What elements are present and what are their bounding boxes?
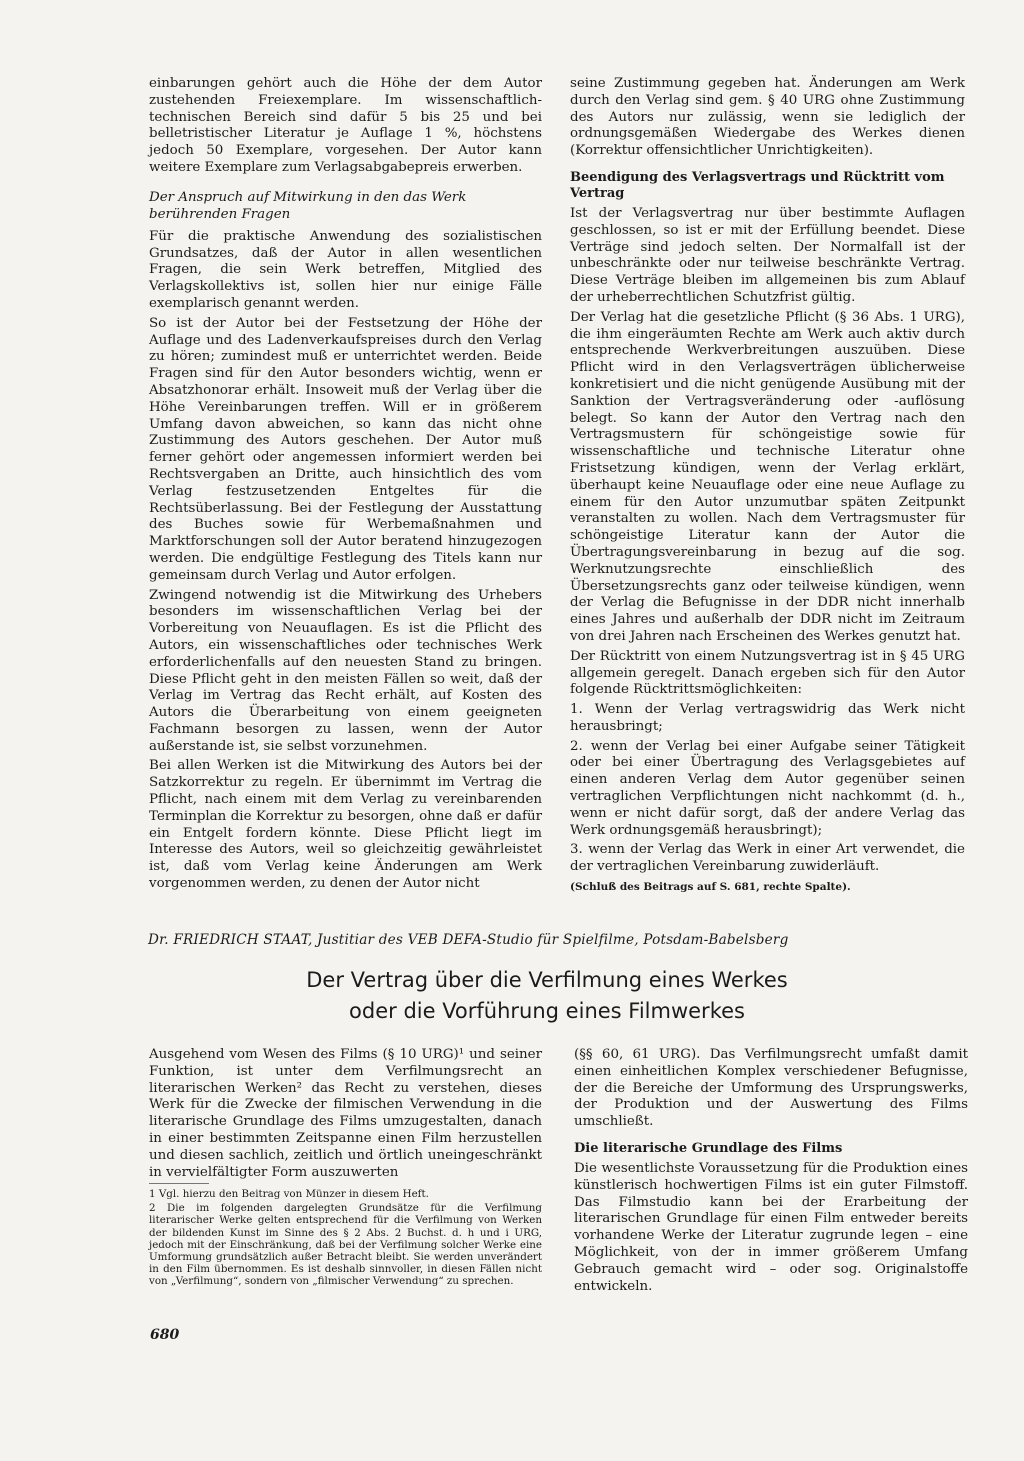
article-right-column [574,1047,968,1298]
article-left-column [149,1047,542,1184]
list-item: 2. wenn der Verlag bei einer Aufgabe seiner Tätigkeit oder bei einer Übertragung des Verlagsgebietes auf einen anderen Verlag dem Autor gegenüber seinen vertraglichen Verpflichtungen nicht nachkommt (d. h., wenn er nicht dafür sorgt, daß der andere Verlag das Werk ordnungsgemäß herausbringt); [570,738,965,838]
title-line: Der Vertrag über die Verfilmung eines Werkes [306,968,788,992]
article-continuation-left-column [149,76,542,896]
page-number: 680 [150,1327,180,1343]
footnotes [149,1188,542,1290]
paragraph: Ausgehend vom Wesen des Films (§ 10 URG)¹ und seiner Funktion, ist unter dem Verfilmungsrecht an literarischen Werken² das Recht zu verstehen, dieses Werk für die Zwecke der filmischen Verwendung in die literarische Grundlage des Films umzugestalten, danach in einer bestimmten Zeitspanne einen Film herzustellen und diesen sachlich, zeitlich und örtlich uneingeschränkt in vervielfältigter Form auszuwerten [149,1047,542,1180]
list-item: 1. Wenn der Verlag vertragswidrig das Werk nicht herausbringt; [570,702,965,734]
section-heading: Beendigung des Verlagsvertrags und Rücktritt vom Vertrag [570,169,945,201]
footnote-divider [149,1183,209,1184]
author-byline: Dr. FRIEDRICH STAAT, Justitiar des VEB DEFA-Studio für Spielfilme, Potsdam-Babelsberg [148,932,789,948]
paragraph: einbarungen gehört auch die Höhe der dem Autor zustehenden Freiexemplare. Im wissenschaftlich-technischen Bereich sind dafür 5 bis 25 und bei belletristischer Literatur je Auflage 1 %, höchstens jedoch 50 Exemplare, vorgesehen. Der Autor kann weitere Exemplare zum Verlagsabgabepreis erwerben. [149,76,542,175]
footnote: 2 Die im folgenden dargelegten Grundsätze für die Verfilmung literarischer Werke gelten entsprechend für die Verfilmung von Werken der bildenden Kunst im Sinne des § 2 Abs. 2 Buchst. d. h und i URG, jedoch mit der Einschränkung, daß bei der Verfilmung solcher Werke eine Umformung grundsätzlich außer Betracht bleibt. Sie werden unverändert in den Film übernommen. Es ist deshalb sinnvoller, in diesen Fällen nicht von „Verfilmung“, sondern von „filmischer Verwendung“ zu sprechen. [149,1202,542,1288]
paragraph: Bei allen Werken ist die Mitwirkung des Autors bei der Satzkorrektur zu regeln. Er übernimmt im Vertrag die Pflicht, nach einem mit dem Verlag zu vereinbarenden Terminplan die Korrektur zu besorgen, ohne daß er dafür ein Entgelt fordern könnte. Diese Pflicht liegt im Interesse des Autors, weil so gleichzeitig gewährleistet ist, daß vom Verlag keine Änderungen am Werk vorgenommen werden, zu denen der Autor nicht [149,758,542,892]
paragraph: Zwingend notwendig ist die Mitwirkung des Urhebers besonders im wissenschaftlichen Verlag bei der Vorbereitung von Neuauflagen. Es ist die Pflicht des Autors, ein wissenschaftliches oder technisches Werk erforderlichenfalls auf den neuesten Stand zu bringen. Diese Pflicht geht in den meisten Fällen so weit, daß der Verlag im Vertrag das Recht erhält, auf Kosten des Autors die Überarbeitung von einem geeigneten Fachmann besorgen zu lassen, wenn der Autor außerstande ist, sie selbst vorzunehmen. [149,587,542,754]
paragraph: Ist der Verlagsvertrag nur über bestimmte Auflagen geschlossen, so ist er mit der Erfüllung beendet. Diese Verträge sind jedoch selten. Der Normalfall ist der unbeschränkte oder nur teilweise beschränkte Vertrag. Diese Verträge bleiben im allgemeinen bis zum Ablauf der urheberrechtlichen Schutzfrist gültig. [570,205,965,305]
paragraph: So ist der Autor bei der Festsetzung der Höhe der Auflage und des Ladenverkaufspreises durch den Verlag zu hören; zumindest muß er unterrichtet werden. Beide Fragen sind für den Autor besonders wichtig, wenn er Absatzhonorar erhält. Insoweit muß der Verlag über die Höhe Vereinbarungen treffen. Will er in größerem Umfang davon abweichen, so kann das nicht ohne Zustimmung des Autors geschehen. Der Autor muß ferner gehört oder angemessen informiert werden bei Rechtsvergaben an Dritte, auch hinsichtlich des vom Verlag festzusetzenden Entgeltes für die Rechtsüberlassung. Bei der Festlegung der Ausstattung des Buches sowie für Werbemaßnahmen und Marktforschungen soll der Autor beratend hinzugezogen werden. Die endgültige Festlegung des Titels kann nur gemeinsam durch Verlag und Autor erfolgen. [149,315,542,583]
list-item: 3. wenn der Verlag das Werk in einer Art verwendet, die der vertraglichen Vereinbarung zuwiderläuft. [570,842,965,875]
article-title [0,965,1024,1027]
title-line: oder die Vorführung eines Filmwerkes [349,999,745,1023]
article-continuation-right-column [570,76,965,899]
paragraph: Der Verlag hat die gesetzliche Pflicht (§ 36 Abs. 1 URG), die ihm eingeräumten Rechte am Werk auch aktiv durch entsprechende Werkverbreitungen auszuüben. Diese Pflicht wird in den Verlagsverträgen üblicherweise konkretisiert und die nicht genügende Ausübung mit der Sanktion der Vertragsveränderung oder -auflösung belegt. So kann der Autor den Vertrag nach den Vertragsmustern für schöngeistige sowie für wissenschaftliche und technische Literatur ohne Fristsetzung kündigen, wenn der Verlag erklärt, überhaupt keine Neuauflage oder eine neue Auflage zu einem für den Autor unzumutbar späten Zeitpunkt veranstalten zu wollen. Nach dem Vertragsmuster für schöngeistige Literatur kann der Autor die Übertragungsvereinbarung in bezug auf die sog. Werknutzungsrechte einschließlich des Übersetzungsrechts ganz oder teilweise kündigen, wenn der Verlag die Befugnisse in der DDR nicht innerhalb eines Jahres und außerhalb der DDR nicht im Zeitraum von drei Jahren nach Erscheinen des Werkes genutzt hat. [570,309,965,644]
paragraph: Für die praktische Anwendung des sozialistischen Grundsatzes, daß der Autor in allen wesentlichen Fragen, die sein Werk betreffen, Mitglied des Verlagskollektivs ist, sollen hier nur einige Fälle exemplarisch genannt werden. [149,228,542,311]
paragraph: Die wesentlichste Voraussetzung für die Produktion eines künstlerisch hochwertigen Films ist ein guter Filmstoff. Das Filmstudio kann bei der Erarbeitung der literarischen Grundlage für einen Film entweder bereits vorhandene Werke der Literatur zugrunde legen – eine Möglichkeit, von der in immer größerem Umfang Gebrauch gemacht wird – oder sog. Originalstoffe entwickeln. [574,1160,968,1294]
continuation-note: (Schluß des Beitrags auf S. 681, rechte Spalte). [570,881,851,894]
paragraph: (§§ 60, 61 URG). Das Verfilmungsrecht umfaßt damit einen einheitlichen Komplex verschiedener Befugnisse, der die Bereiche der Umformung des Ursprungswerks, der Produktion und der Auswertung des Films umschließt. [574,1047,968,1130]
section-heading: Die literarische Grundlage des Films [574,1140,843,1156]
paragraph: seine Zustimmung gegeben hat. Änderungen am Werk durch den Verlag sind gem. § 40 URG ohne Zustimmung des Autors nur zulässig, wenn sie lediglich der ordnungsgemäßen Wiedergabe des Werkes dienen (Korrektur offensichtlicher Unrichtigkeiten). [570,76,965,159]
footnote: 1 Vgl. hierzu den Beitrag von Münzer in diesem Heft. [149,1188,429,1200]
paragraph: Der Rücktritt von einem Nutzungsvertrag ist in § 45 URG allgemein geregelt. Danach ergeben sich für den Autor folgende Rücktrittsmöglichkeiten: [570,648,965,698]
section-heading: Der Anspruch auf Mitwirkung in den das Werk berührenden Fragen [149,189,467,222]
